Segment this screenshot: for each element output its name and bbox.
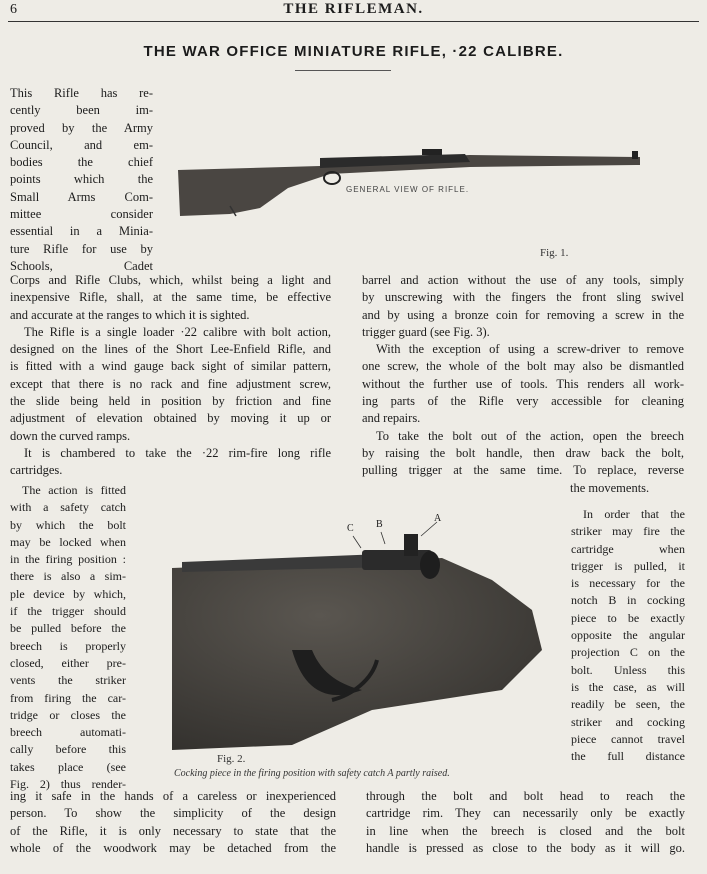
- text-line: breech is properly: [10, 638, 126, 653]
- text-line: cartridges.: [10, 463, 63, 478]
- text-line: To take the bolt out of the action, open the breech: [376, 428, 684, 443]
- text-line: cally before this: [10, 742, 126, 757]
- text-line: cently been im-: [10, 103, 153, 118]
- text-line: ture Rifle for use by: [10, 241, 153, 256]
- text-line: in the firing position :: [10, 552, 126, 567]
- text-line: whole of the woodwork may be detached from the: [10, 840, 336, 855]
- text-line: is the case, as will: [571, 679, 685, 694]
- text-line: and accurate at the ranges to which it is sighted.: [10, 307, 250, 322]
- text-line: With the exception of using a screw-driver to remove: [376, 342, 684, 357]
- text-line: and repairs.: [362, 411, 421, 426]
- text-line: by which the bolt: [10, 517, 126, 532]
- text-line: This Rifle has re-: [10, 86, 153, 100]
- callout-a: A: [434, 513, 442, 524]
- text-line: is fitted with a wind gauge back sight of similar pattern,: [10, 359, 331, 374]
- text-line: The action is fitted: [22, 483, 126, 497]
- figure-1-label: Fig. 1.: [540, 247, 569, 259]
- text-line: and by using a bronze coin for removing a screw in the: [362, 307, 684, 322]
- text-line: through the bolt and bolt head to reach the: [366, 789, 685, 803]
- left-bottom-text: [10, 788, 336, 857]
- text-line: points which the: [10, 172, 153, 187]
- text-line: trigger is pulled, it: [571, 558, 685, 573]
- text-line: opposite the angular: [571, 628, 685, 643]
- text-line: closed, either pre-: [10, 655, 126, 670]
- text-line: It is chambered to take the ·22 rim-fire long rifle: [24, 445, 331, 460]
- right-bottom-text: [366, 788, 685, 857]
- text-line: person. To show the simplicity of the design: [10, 806, 336, 821]
- text-line: designed on the lines of the Short Lee-Enfield Rifle, and: [10, 342, 331, 357]
- text-line: ing it safe in the hands of a careless or inexperienced: [10, 789, 336, 803]
- text-line: striker may fire the: [571, 524, 685, 539]
- header-rule: [8, 21, 699, 22]
- right-body-text: [362, 272, 684, 497]
- rifle-inscription: GENERAL VIEW OF RIFLE.: [346, 185, 470, 194]
- text-line: In order that the: [583, 507, 685, 521]
- callout-c: C: [347, 523, 354, 534]
- text-line: The Rifle is a single loader ·22 calibre with bolt action,: [24, 324, 331, 339]
- text-line: of the Rifle, it is only necessary to state that the: [10, 823, 336, 838]
- text-line: piece cannot travel: [571, 731, 685, 746]
- text-line: barrel and action without the use of any tools, simply: [362, 273, 684, 287]
- text-line: takes place (see: [10, 759, 126, 774]
- text-line: the movements.: [570, 480, 650, 495]
- text-line: there is also a sim-: [10, 569, 126, 584]
- text-line: from firing the car-: [10, 690, 126, 705]
- text-line: in line when the breech is closed and the bolt: [366, 823, 685, 838]
- figure-2-caption: Cocking piece in the firing position with safety catch A partly raised.: [174, 768, 450, 779]
- text-line: bolt. Unless this: [571, 662, 685, 677]
- bolt-closeup: [172, 510, 582, 765]
- text-line: Council, and em-: [10, 137, 153, 152]
- text-line: if the trigger should: [10, 604, 126, 619]
- right-striker-text: [571, 506, 685, 765]
- text-line: except that there is no rack and fine adjustment screw,: [10, 376, 331, 391]
- text-line: piece to be exactly: [571, 610, 685, 625]
- left-intro-text: [10, 85, 153, 275]
- text-line: ing parts of the Rifle very accessible for cleaning: [362, 394, 684, 409]
- text-line: striker and cocking: [571, 714, 685, 729]
- text-line: with a safety catch: [10, 500, 126, 515]
- text-line: Small Arms Com-: [10, 189, 153, 204]
- text-line: handle is pressed as close to the body as it will go.: [366, 840, 685, 855]
- text-line: by unscrewing with the fingers the front sling swivel: [362, 290, 684, 305]
- journal-title: THE RIFLEMAN.: [283, 1, 424, 17]
- text-line: projection C on the: [571, 645, 685, 660]
- text-line: pulling trigger at the same time. To replace, reverse: [362, 463, 684, 478]
- text-line: be pulled before the: [10, 621, 126, 636]
- text-line: adjustment of elevation obtained by moving it up or: [10, 411, 331, 426]
- text-line: one screw, the whole of the bolt may also be dismantled: [362, 359, 684, 374]
- text-line: Corps and Rifle Clubs, which, whilst being a light and: [10, 273, 331, 287]
- text-line: mittee consider: [10, 207, 153, 222]
- text-line: is necessary for the: [571, 576, 685, 591]
- text-line: by raising the bolt handle, then draw back the bolt,: [362, 445, 684, 460]
- text-line: cartridge when: [571, 541, 685, 556]
- text-line: Fig. 2) thus render-: [10, 777, 126, 792]
- left-body-text: [10, 272, 331, 480]
- text-line: the full distance: [571, 749, 685, 764]
- text-line: without the further use of tools. This renders all work-: [362, 376, 684, 391]
- text-line: down the curved ramps.: [10, 428, 131, 443]
- text-line: bodies the chief: [10, 155, 153, 170]
- text-line: may be locked when: [10, 534, 126, 549]
- text-line: tridge or closes the: [10, 707, 126, 722]
- text-line: notch B in cocking: [571, 593, 685, 608]
- figure-2-bolt-image: [172, 510, 582, 765]
- callout-b: B: [376, 519, 383, 530]
- text-line: trigger guard (see Fig. 3).: [362, 324, 490, 339]
- left-action-text: [10, 482, 126, 793]
- text-line: inexpensive Rifle, shall, at the same time, be effective: [10, 290, 331, 305]
- text-line: readily be seen, the: [571, 697, 685, 712]
- page-number: 6: [10, 2, 17, 17]
- text-line: ple device by which,: [10, 586, 126, 601]
- text-line: proved by the Army: [10, 120, 153, 135]
- text-line: vents the striker: [10, 673, 126, 688]
- text-line: cartridge rim. They can necessarily only be exactly: [366, 806, 685, 821]
- text-line: breech automati-: [10, 725, 126, 740]
- article-title: THE WAR OFFICE MINIATURE RIFLE, ·22 CALIBRE.: [143, 43, 564, 60]
- text-line: essential in a Minia-: [10, 224, 153, 239]
- title-rule: [295, 70, 391, 71]
- text-line: Schools, Cadet: [10, 258, 153, 273]
- figure-2-label: Fig. 2.: [217, 753, 246, 765]
- text-line: the slide being held in position by friction and fine: [10, 394, 331, 409]
